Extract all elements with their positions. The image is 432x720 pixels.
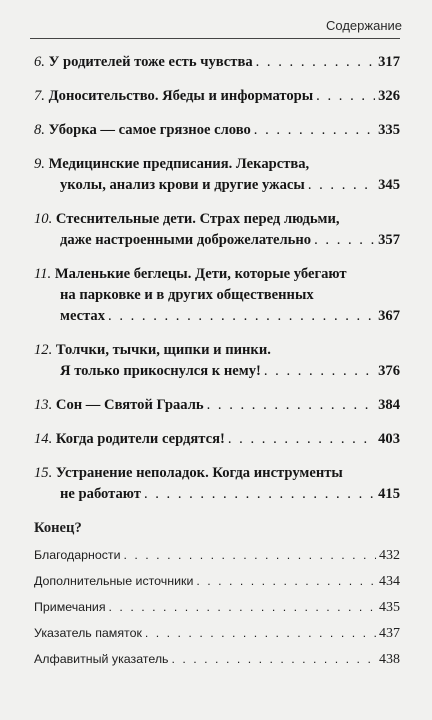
chapter-number: 11. [34,266,52,282]
chapter-title: Уборка — самое грязное слово [48,122,251,138]
toc-entry-line [34,340,400,361]
dot-leader [314,230,375,251]
dot-leader [308,175,375,196]
chapter-title: Я только прикоснулся к нему! [60,363,261,379]
chapter-title: местах [60,308,106,324]
dot-leader [145,623,376,644]
chapter-number: 8. [34,122,45,138]
back-matter-list [34,545,400,670]
back-matter-title: Дополнительные источники [34,574,194,588]
page-number: 435 [379,600,400,615]
chapter-title: Когда родители сердятся! [55,431,225,447]
chapter-number: 14. [34,431,53,447]
toc-entry-line [34,429,400,450]
page-number: 437 [379,626,400,641]
toc-entry-line [34,285,400,306]
chapter-number: 9. [34,156,45,172]
back-matter-entry [34,545,400,566]
toc-entry [34,429,400,450]
toc-entry-line [34,86,400,107]
dot-leader [264,361,375,382]
page-number: 403 [378,431,400,447]
page-number: 335 [378,122,400,138]
back-matter-entry [34,597,400,618]
toc-entry [34,264,400,327]
dot-leader [228,429,375,450]
header-rule [30,38,400,39]
page-number: 326 [378,88,400,104]
back-matter-title: Благодарности [34,548,121,562]
toc-entry-line [34,361,400,382]
section-title: Конец? [34,520,82,536]
page-number: 434 [379,574,400,589]
back-matter-title: Алфавитный указатель [34,652,169,666]
toc-entry [34,209,400,251]
toc-entry-line [34,395,400,416]
back-matter-entry [34,649,400,670]
dot-leader [124,545,376,566]
page-number: 376 [378,363,400,379]
back-matter-entry [34,623,400,644]
page-number: 345 [378,177,400,193]
toc-entry [34,86,400,107]
toc-entry-line [34,175,400,196]
dot-leader [108,306,375,327]
page-number: 317 [378,54,400,70]
chapter-title: Сон — Святой Грааль [55,397,204,413]
dot-leader [256,52,375,73]
toc-entry [34,120,400,141]
chapter-title: на парковке и в других общественных [60,287,314,303]
chapter-number: 7. [34,88,45,104]
chapter-title: У родителей тоже есть чувства [48,54,253,70]
table-of-contents [34,52,400,675]
toc-entry-line [34,209,400,230]
toc-entry-line [34,484,400,505]
chapter-title: даже настроенными доброжелательно [60,232,312,248]
chapter-title: Медицинские предписания. Лекарства, [48,156,310,172]
toc-entry [34,463,400,505]
running-head: Содержание [326,18,402,33]
back-matter-entry [34,571,400,592]
chapter-number: 6. [34,54,45,70]
chapter-number: 13. [34,397,53,413]
toc-entry-line [34,463,400,484]
dot-leader [254,120,375,141]
chapter-number: 15. [34,465,53,481]
chapter-title: Маленькие беглецы. Дети, которые убегают [54,266,347,282]
chapter-number: 12. [34,342,53,358]
chapter-title: Толчки, тычки, щипки и пинки. [55,342,271,358]
dot-leader [196,571,376,592]
dot-leader [172,649,376,670]
toc-entry [34,154,400,196]
toc-entry [34,395,400,416]
page-number: 415 [378,486,400,502]
toc-entry [34,340,400,382]
page-number: 357 [378,232,400,248]
page-number: 438 [379,652,400,667]
back-matter-title: Примечания [34,600,106,614]
toc-entry [34,52,400,73]
chapter-title: Доносительство. Ябеды и информаторы [48,88,314,104]
page-number: 432 [379,548,400,563]
dot-leader [207,395,376,416]
toc-entry-line [34,230,400,251]
chapter-title: Стеснительные дети. Страх перед людьми, [55,211,340,227]
back-matter-title: Указатель памяток [34,626,142,640]
toc-entry-line [34,120,400,141]
chapter-title: не работают [60,486,141,502]
toc-entry-line [34,52,400,73]
chapter-title: Устранение неполадок. Когда инструменты [55,465,343,481]
toc-entry-line [34,306,400,327]
dot-leader [144,484,375,505]
dot-leader [109,597,376,618]
toc-entry-line [34,264,400,285]
page-number: 384 [378,397,400,413]
chapter-number: 10. [34,211,53,227]
page-number: 367 [378,308,400,324]
chapter-title: уколы, анализ крови и другие ужасы [60,177,305,193]
chapter-list [34,52,400,505]
dot-leader [316,86,375,107]
toc-entry-line [34,154,400,175]
